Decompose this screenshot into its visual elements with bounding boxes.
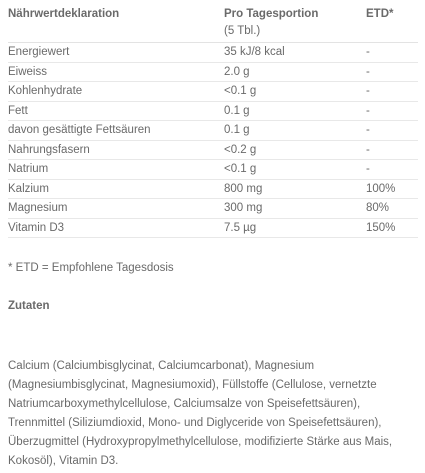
nutrient-name-cell: Nahrungsfasern (8, 140, 224, 160)
nutrient-value-cell: <0.2 g (224, 140, 366, 160)
header-portion-label: Pro Tagesportion (224, 8, 319, 20)
nutrient-etd-cell: - (366, 121, 418, 141)
nutrient-value-cell: <0.1 g (224, 82, 366, 102)
nutrient-name-cell: Vitamin D3 (8, 218, 224, 238)
ingredients-text: Calcium (Calciumbisglycinat, Calciumcarbonat), Magnesium (Magnesiumbisglycinat, Magnesiumoxid), Füllstoffe (Cellulose, vernetzte Natriumcarboxymethylcellulose, Calciumsalze von Speisefettsäuren), Trennmittel (Siliziumdioxid, Mono- und Diglyceride von Speisefettsäuren), Überzugmittel (Hydroxypropylmethylcellulose, modifizierte Stärke aus Mais, Kokosöl), Vitamin D3. (8, 360, 393, 467)
table-header-row (8, 6, 418, 43)
nutrient-etd-cell: - (366, 62, 418, 82)
nutrient-name-cell: Energiewert (8, 43, 224, 63)
nutrient-value-cell: 2.0 g (224, 62, 366, 82)
nutrient-etd-cell: - (366, 82, 418, 102)
nutrient-value-cell: 35 kJ/8 kcal (224, 43, 366, 63)
table-row (8, 43, 418, 63)
nutrient-name-cell: Kalzium (8, 179, 224, 199)
nutrient-etd-cell: 100% (366, 179, 418, 199)
nutrient-etd-cell: - (366, 101, 418, 121)
header-portion-sub: (5 Tbl.) (224, 25, 261, 37)
nutrient-name-cell: Natrium (8, 160, 224, 180)
header-name: Nährwertdeklaration (8, 6, 224, 43)
nutrient-etd-cell: - (366, 140, 418, 160)
table-row (8, 160, 418, 180)
nutrient-etd-cell: - (366, 43, 418, 63)
nutrient-etd-cell: 150% (366, 218, 418, 238)
nutrition-table (8, 6, 418, 238)
table-row (8, 82, 418, 102)
table-row (8, 62, 418, 82)
table-row (8, 179, 418, 199)
nutrient-value-cell: 300 mg (224, 199, 366, 219)
footnote: * ETD = Empfohlene Tagesdosis (8, 262, 174, 274)
nutrient-value-cell: 7.5 µg (224, 218, 366, 238)
table-row (8, 121, 418, 141)
nutrient-etd-cell: 80% (366, 199, 418, 219)
table-row (8, 140, 418, 160)
nutrient-value-cell: <0.1 g (224, 160, 366, 180)
nutrient-name-cell: Magnesium (8, 199, 224, 219)
header-portion (224, 6, 366, 43)
header-etd: ETD* (366, 6, 418, 43)
nutrient-value-cell: 0.1 g (224, 121, 366, 141)
nutrient-value-cell: 800 mg (224, 179, 366, 199)
nutrient-name-cell: Eiweiss (8, 62, 224, 82)
table-row (8, 218, 418, 238)
ingredients-heading: Zutaten (8, 300, 50, 312)
table-row (8, 101, 418, 121)
nutrient-etd-cell: - (366, 160, 418, 180)
nutrient-name-cell: davon gesättigte Fettsäuren (8, 121, 224, 141)
table-row (8, 199, 418, 219)
nutrition-section (8, 6, 418, 471)
nutrient-name-cell: Fett (8, 101, 224, 121)
nutrient-name-cell: Kohlenhydrate (8, 82, 224, 102)
nutrient-value-cell: 0.1 g (224, 101, 366, 121)
